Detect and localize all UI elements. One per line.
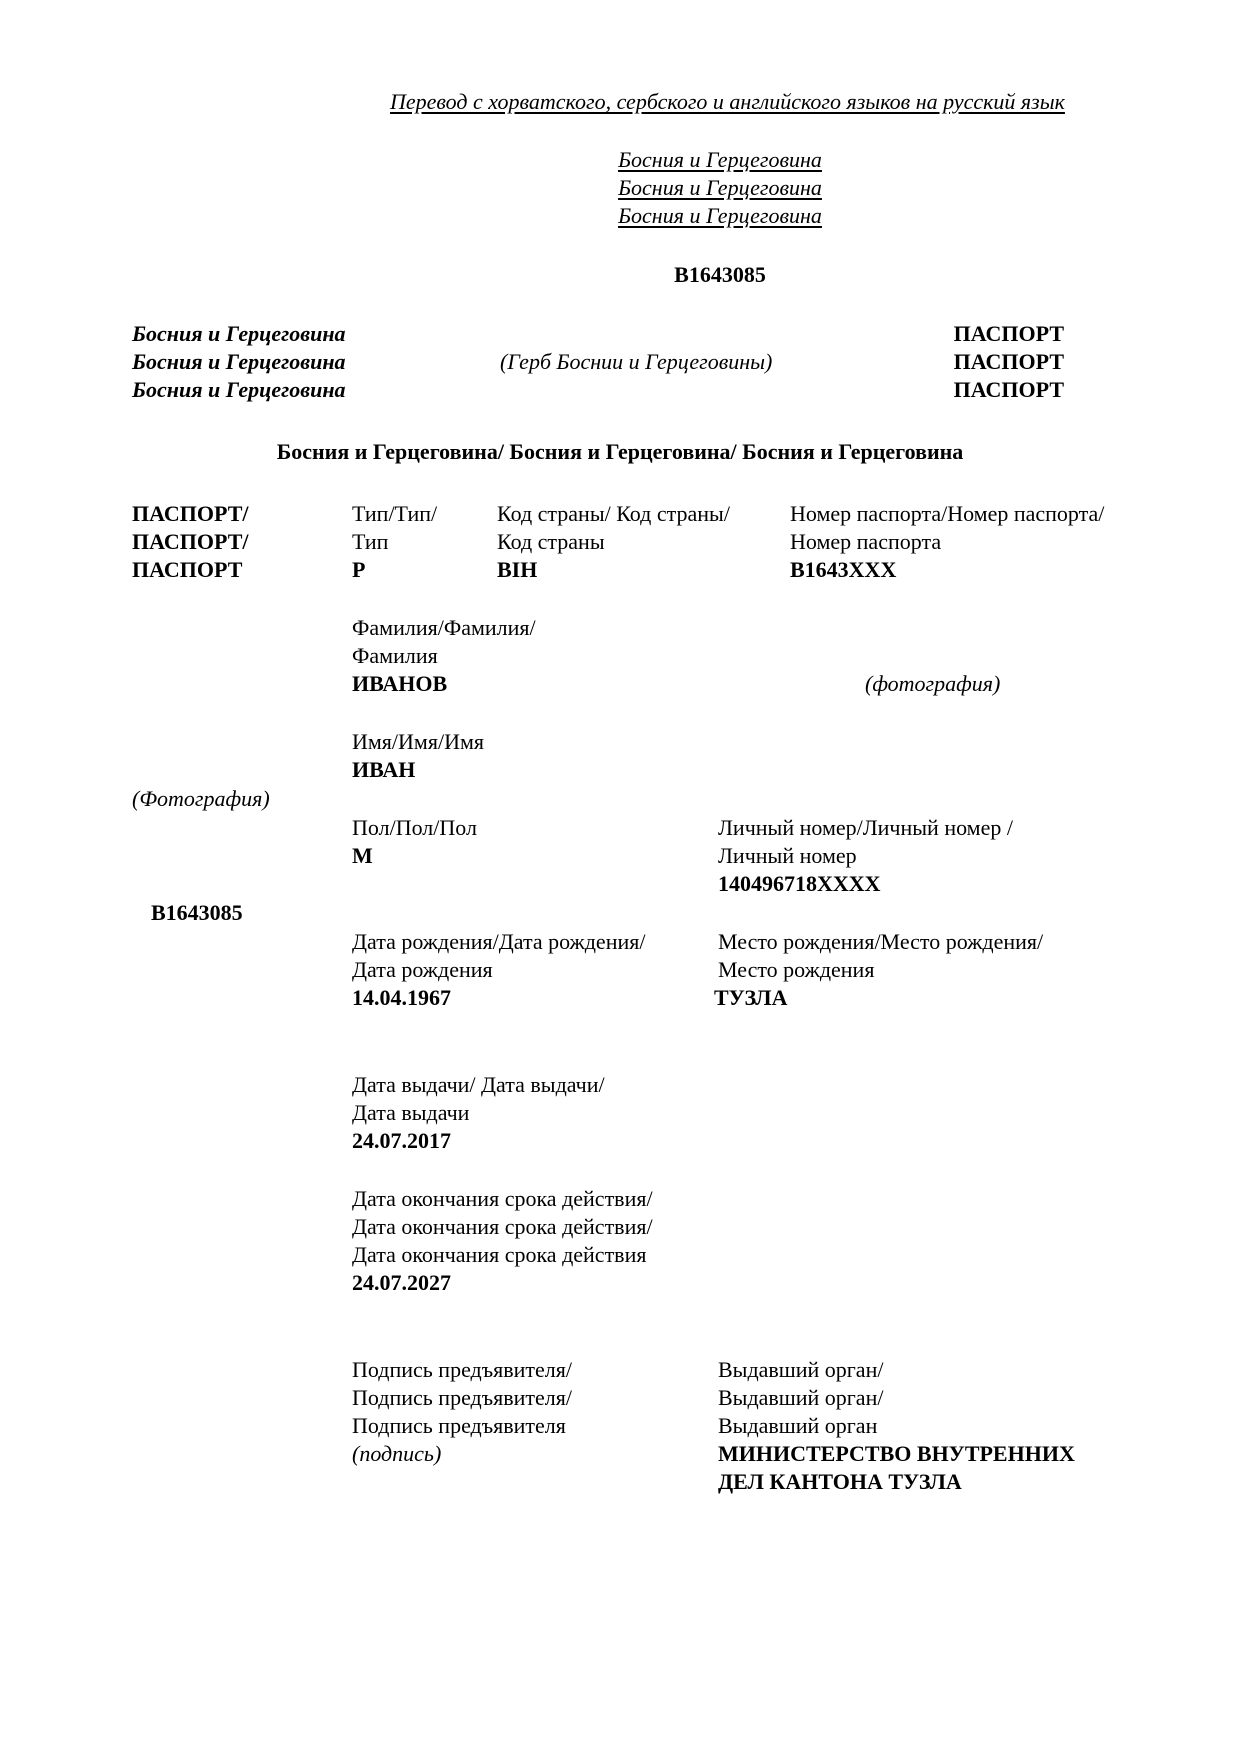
country-code-label-1: Код страны/ Код страны/ xyxy=(497,501,730,526)
date-of-issue-value: 24.07.2017 xyxy=(352,1128,451,1153)
issuing-authority-value-2: ДЕЛ КАНТОНА ТУЗЛА xyxy=(718,1469,962,1494)
issuing-authority-value-1: МИНИСТЕРСТВО ВНУТРЕННИХ xyxy=(718,1441,1075,1466)
passport-label-3: ПАСПОРТ xyxy=(132,557,243,582)
passport-number-value: B1643XXX xyxy=(790,557,897,582)
translation-note: Перевод с хорватского, сербского и английского языков на русский язык xyxy=(390,89,1065,114)
side-number: B1643085 xyxy=(151,900,243,925)
type-label-2: Тип xyxy=(352,529,389,554)
given-name-value: ИВАН xyxy=(352,757,416,782)
cover-left-line-3: Босния и Герцеговина xyxy=(132,377,346,402)
date-of-expiry-value: 24.07.2027 xyxy=(352,1270,451,1295)
signature-label-3: Подпись предъявителя xyxy=(352,1413,566,1438)
place-of-birth-value: ТУЗЛА xyxy=(714,985,788,1010)
issuing-authority-label-3: Выдавший орган xyxy=(718,1413,878,1438)
date-of-issue-label-1: Дата выдачи/ Дата выдачи/ xyxy=(352,1072,605,1097)
surname-value: ИВАНОВ xyxy=(352,671,448,696)
passport-label-1: ПАСПОРТ/ xyxy=(132,501,249,526)
cover-left-line-2: Босния и Герцеговина xyxy=(132,349,346,374)
signature-value: (подпись) xyxy=(352,1441,442,1466)
cover-right-line-1: ПАСПОРТ xyxy=(953,321,1064,346)
personal-number-label-1: Личный номер/Личный номер / xyxy=(718,815,1013,840)
date-of-expiry-label-2: Дата окончания срока действия/ xyxy=(352,1214,653,1239)
cover-right-line-2: ПАСПОРТ xyxy=(953,349,1064,374)
header-country-line-1: Босния и Герцеговина xyxy=(618,147,822,172)
issuing-authority-label-2: Выдавший орган/ xyxy=(718,1385,884,1410)
photo-right-note: (фотография) xyxy=(865,671,1001,696)
given-name-label: Имя/Имя/Имя xyxy=(352,729,485,754)
date-of-issue-label-2: Дата выдачи xyxy=(352,1100,470,1125)
coat-of-arms-note: (Герб Боснии и Герцеговины) xyxy=(500,349,773,374)
header-country-line-3: Босния и Герцеговина xyxy=(618,203,822,228)
document-number: B1643085 xyxy=(674,262,766,287)
issuing-authority-label-1: Выдавший орган/ xyxy=(718,1357,884,1382)
date-of-birth-value: 14.04.1967 xyxy=(352,985,451,1010)
sex-label: Пол/Пол/Пол xyxy=(352,815,477,840)
type-value: P xyxy=(352,557,366,582)
date-of-expiry-label-1: Дата окончания срока действия/ xyxy=(352,1186,653,1211)
personal-number-value: 140496718XXXX xyxy=(718,871,881,896)
surname-label-1: Фамилия/Фамилия/ xyxy=(352,615,536,640)
cover-left-line-1: Босния и Герцеговина xyxy=(132,321,346,346)
cover-right-line-3: ПАСПОРТ xyxy=(953,377,1064,402)
signature-label-1: Подпись предъявителя/ xyxy=(352,1357,572,1382)
country-banner: Босния и Герцеговина/ Босния и Герцеговина/ Босния и Герцеговина xyxy=(276,439,964,464)
date-of-birth-label-1: Дата рождения/Дата рождения/ xyxy=(352,929,646,954)
surname-label-2: Фамилия xyxy=(352,643,438,668)
photo-left-note: (Фотография) xyxy=(132,786,270,811)
date-of-expiry-label-3: Дата окончания срока действия xyxy=(352,1242,647,1267)
country-code-value: BIH xyxy=(497,557,538,582)
passport-label-2: ПАСПОРТ/ xyxy=(132,529,249,554)
country-code-label-2: Код страны xyxy=(497,529,605,554)
place-of-birth-label-2: Место рождения xyxy=(718,957,875,982)
place-of-birth-label-1: Место рождения/Место рождения/ xyxy=(718,929,1044,954)
sex-value: M xyxy=(352,843,373,868)
signature-label-2: Подпись предъявителя/ xyxy=(352,1385,572,1410)
date-of-birth-label-2: Дата рождения xyxy=(352,957,493,982)
type-label-1: Тип/Тип/ xyxy=(352,501,438,526)
header-country-line-2: Босния и Герцеговина xyxy=(618,175,822,200)
personal-number-label-2: Личный номер xyxy=(718,843,857,868)
passport-number-label-2: Номер паспорта xyxy=(790,529,942,554)
passport-number-label-1: Номер паспорта/Номер паспорта/ xyxy=(790,501,1105,526)
